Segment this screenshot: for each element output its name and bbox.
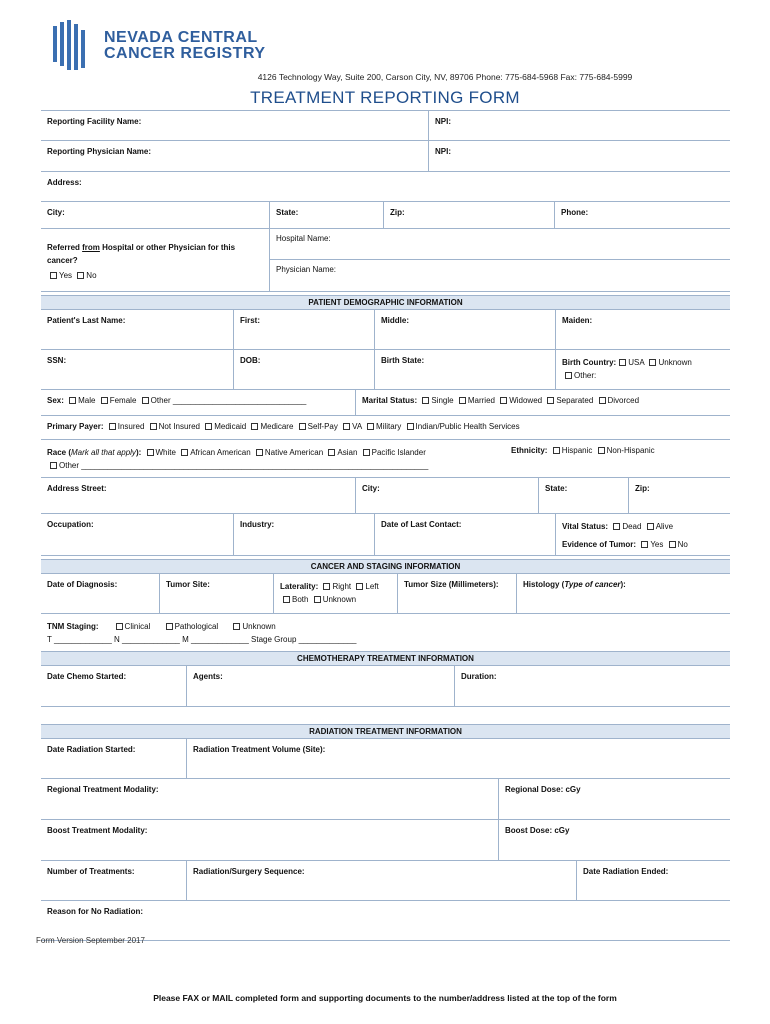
demographic-white-label: White — [155, 448, 176, 457]
referral-details — [269, 229, 730, 291]
hospital-name-field[interactable] — [270, 229, 730, 260]
checkbox[interactable] — [422, 397, 429, 404]
physician-field[interactable] — [270, 260, 730, 279]
checkbox[interactable] — [641, 541, 648, 548]
demographic-va-label: VA — [352, 422, 362, 431]
facility-state-label: State: — [276, 208, 299, 217]
checkbox[interactable] — [233, 623, 240, 630]
race-field[interactable]: Race (Mark all that apply): White African American Native American Asian Pacific Islander Other ______________________________________________________________________________ — [47, 448, 429, 470]
demographic-race-other-label: Other ______________________________________________________________________________ — [59, 461, 429, 470]
demographic-military-label: Military — [375, 422, 402, 431]
checkbox[interactable] — [613, 523, 620, 530]
checkbox[interactable] — [101, 397, 108, 404]
checkbox[interactable] — [314, 596, 321, 603]
demographic-indian-label: Indian/Public Health Services — [415, 422, 520, 431]
demographic-maiden-label: Maiden: — [562, 316, 593, 325]
demographic-african-label: African American — [190, 448, 251, 457]
ssn-field[interactable] — [41, 350, 233, 389]
checkbox[interactable] — [251, 423, 258, 430]
demographic-dob-label: DOB: — [240, 356, 261, 365]
demographic-marital-label: Marital Status: — [362, 396, 418, 405]
demographic-native-label: Native American — [264, 448, 324, 457]
facility-yes-label: Yes — [59, 271, 73, 280]
demographic-zip-label: Zip: — [635, 484, 650, 493]
facility-referred-post-label: Hospital or other Physician for this cancer? — [47, 243, 236, 265]
radiation-started-field[interactable] — [41, 739, 186, 778]
logo-bars-icon — [53, 20, 95, 72]
checkbox[interactable] — [142, 397, 149, 404]
sequence-field[interactable] — [186, 861, 576, 900]
radiation-number-label: Number of Treatments: — [47, 867, 135, 876]
occupation-field[interactable] — [41, 514, 233, 555]
demographic-medicare-label: Medicare — [260, 422, 294, 431]
facility-no-label: No — [86, 271, 97, 280]
demographic-no-label: No — [677, 540, 688, 549]
checkbox[interactable] — [647, 523, 654, 530]
industry-field[interactable] — [233, 514, 374, 555]
radiation-ended-label: Date Radiation Ended: — [583, 867, 669, 876]
checkbox[interactable] — [116, 623, 123, 630]
demographic-evidence-label: Evidence of Tumor: — [562, 540, 637, 549]
facility-npi1-label: NPI: — [435, 117, 451, 126]
facility-physician-label: Physician Name: — [276, 265, 337, 274]
demographic-last-name-label: Patient's Last Name: — [47, 316, 126, 325]
checkbox[interactable] — [553, 447, 560, 454]
demographic-widowed-label: Widowed — [509, 396, 543, 405]
demographic-selfpay-label: Self-Pay — [307, 422, 338, 431]
histology-field[interactable] — [516, 574, 730, 613]
radiation-boost-label: Boost Treatment Modality: — [47, 826, 148, 835]
checkbox[interactable] — [299, 423, 306, 430]
tumor-site-field[interactable] — [159, 574, 273, 613]
demographic-hispanic-label: Hispanic — [561, 446, 593, 455]
address-field[interactable] — [41, 172, 730, 201]
demographic-separated-label: Separated — [556, 396, 594, 405]
logo-text — [104, 30, 266, 62]
middle-name-field[interactable] — [374, 310, 555, 349]
diagnosis-date-field[interactable] — [41, 574, 159, 613]
birth-country-field[interactable] — [555, 350, 730, 389]
zip-field[interactable] — [383, 202, 554, 228]
tnm-staging-field[interactable] — [41, 614, 730, 649]
checkbox[interactable] — [598, 447, 605, 454]
demographic-sex-other-label: Other ______________________________ — [150, 396, 307, 405]
demographic-street-label: Address Street: — [47, 484, 107, 493]
checkbox[interactable] — [69, 397, 76, 404]
chemo-duration-label: Duration: — [461, 672, 497, 681]
checkbox[interactable] — [459, 397, 466, 404]
demographic-sex-label: Sex: — [47, 396, 64, 405]
facility-physician-name-label: Reporting Physician Name: — [47, 147, 152, 156]
cancer-site-label: Tumor Site: — [166, 580, 210, 589]
chemo-started-label: Date Chemo Started: — [47, 672, 127, 681]
patient-city-field[interactable] — [355, 478, 538, 513]
yes-checkbox[interactable] — [50, 272, 57, 279]
cancer-histology-pre-label: Histology ( — [523, 580, 565, 589]
phone-field[interactable] — [554, 202, 730, 228]
npi2-field[interactable] — [428, 141, 730, 171]
demographic-last-contact-label: Date of Last Contact: — [381, 520, 462, 529]
cancer-tnm-unknown-label: Unknown — [242, 622, 276, 631]
address-street-field[interactable] — [41, 478, 355, 513]
demographic-vital-label: Vital Status: — [562, 522, 609, 531]
checkbox[interactable] — [565, 372, 572, 379]
chemo-started-field[interactable] — [41, 666, 186, 706]
last-name-field[interactable] — [41, 310, 233, 349]
cancer-clinical-label: Clinical — [124, 622, 151, 631]
checkbox[interactable] — [356, 583, 363, 590]
patient-state-field[interactable] — [538, 478, 628, 513]
radiation-boost-dose-label: Boost Dose: cGy — [505, 826, 570, 835]
tumor-size-field[interactable] — [397, 574, 516, 613]
demographic-occupation-label: Occupation: — [47, 520, 94, 529]
logo-line2: CANCER REGISTRY — [104, 45, 266, 62]
checkbox[interactable] — [328, 449, 335, 456]
checkbox[interactable] — [367, 423, 374, 430]
demographic-middle-label: Middle: — [381, 316, 409, 325]
checkbox[interactable] — [147, 449, 154, 456]
facility-city-label: City: — [47, 208, 65, 217]
demographic-other-label: Other: — [574, 371, 597, 380]
cancer-unknown-label: Unknown — [322, 595, 357, 604]
no-checkbox[interactable] — [77, 272, 84, 279]
checkbox[interactable] — [205, 423, 212, 430]
radiation-sequence-label: Radiation/Surgery Sequence: — [193, 867, 305, 876]
npi1-field[interactable] — [428, 111, 730, 140]
facility-facility-name-label: Reporting Facility Name: — [47, 117, 142, 126]
demographic-non-hispanic-label: Non-Hispanic — [606, 446, 655, 455]
duration-field[interactable] — [454, 666, 730, 706]
facility-referred-pre-label: Referred — [47, 243, 83, 252]
no-radiation-reason-field[interactable] — [41, 901, 730, 940]
logo-line1: NEVADA CENTRAL — [104, 29, 258, 46]
birth-state-field[interactable] — [374, 350, 555, 389]
demographic-header: PATIENT DEMOGRAPHIC INFORMATION — [41, 295, 730, 310]
chemo-agents-label: Agents: — [193, 672, 223, 681]
state-field[interactable] — [269, 202, 383, 228]
physician-name-field[interactable] — [41, 141, 428, 171]
demographic-payer-label: Primary Payer: — [47, 422, 104, 431]
demographic-single-label: Single — [431, 396, 454, 405]
checkbox[interactable] — [547, 397, 554, 404]
vital-status-field[interactable] — [555, 514, 730, 555]
facility-name-field[interactable] — [41, 111, 428, 140]
demographic-birth-state-label: Birth State: — [381, 356, 425, 365]
demographic-pacific-label: Pacific Islander — [371, 448, 426, 457]
checkbox[interactable] — [166, 623, 173, 630]
demographic-state-label: State: — [545, 484, 568, 493]
demographic-unknown-label: Unknown — [658, 358, 692, 367]
cancer-histology-post-label: ): — [620, 580, 626, 589]
checkbox[interactable] — [50, 462, 57, 469]
demographic-yes-label: Yes — [650, 540, 664, 549]
referred-question — [41, 229, 269, 291]
checkbox[interactable] — [256, 449, 263, 456]
dob-field[interactable] — [233, 350, 374, 389]
checkbox[interactable] — [283, 596, 290, 603]
facility-zip-label: Zip: — [390, 208, 405, 217]
treatment-form — [41, 110, 730, 941]
ethnicity-field[interactable] — [505, 440, 730, 477]
boost-modality-field[interactable] — [41, 820, 498, 860]
demographic-race-label: Race — [47, 448, 67, 457]
demographic-female-label: Female — [109, 396, 137, 405]
demographic-race-note-label: Mark all that apply — [71, 448, 136, 457]
demographic-usa-label: USA — [628, 358, 645, 367]
chemo-header: CHEMOTHERAPY TREATMENT INFORMATION — [41, 651, 730, 666]
laterality-field[interactable] — [273, 574, 397, 613]
cancer-tnm-label: TNM Staging: — [47, 622, 99, 631]
checkbox[interactable] — [599, 397, 606, 404]
checkbox[interactable] — [407, 423, 414, 430]
facility-referred-from-label: from — [82, 243, 100, 252]
sex-field[interactable] — [41, 390, 355, 415]
checkbox[interactable] — [343, 423, 350, 430]
regional-dose-field[interactable] — [498, 779, 730, 819]
radiation-volume-field[interactable] — [186, 739, 730, 778]
checkbox[interactable] — [669, 541, 676, 548]
radiation-ended-field[interactable] — [576, 861, 730, 900]
form-version: Form Version September 2017 — [36, 936, 145, 945]
number-treatments-field[interactable] — [41, 861, 186, 900]
cancer-diagnosis-label: Date of Diagnosis: — [47, 580, 118, 589]
radiation-volume-label: Radiation Treatment Volume (Site): — [193, 745, 326, 754]
boost-dose-field[interactable] — [498, 820, 730, 860]
checkbox[interactable] — [649, 359, 656, 366]
demographic-ssn-label: SSN: — [47, 356, 67, 365]
agents-field[interactable] — [186, 666, 454, 706]
radiation-started-label: Date Radiation Started: — [47, 745, 136, 754]
cancer-pathological-label: Pathological — [174, 622, 219, 631]
demographic-insured-label: Insured — [117, 422, 145, 431]
checkbox[interactable] — [109, 423, 116, 430]
demographic-industry-label: Industry: — [240, 520, 275, 529]
radiation-regional-dose-label: Regional Dose: cGy — [505, 785, 581, 794]
last-contact-field[interactable] — [374, 514, 555, 555]
demographic-dead-label: Dead — [622, 522, 642, 531]
regional-modality-field[interactable] — [41, 779, 498, 819]
demographic-first-label: First: — [240, 316, 260, 325]
cancer-size-label: Tumor Size (Millimeters): — [404, 580, 499, 589]
checkbox[interactable] — [619, 359, 626, 366]
contact-line: 4126 Technology Way, Suite 200, Carson City, NV, 89706 Phone: 775-684-5968 Fax: 775-684-5999 — [257, 72, 633, 82]
cancer-both-label: Both — [292, 595, 309, 604]
demographic-divorced-label: Divorced — [607, 396, 640, 405]
first-name-field[interactable] — [233, 310, 374, 349]
page-title: TREATMENT REPORTING FORM — [250, 88, 520, 107]
demographic-medicaid-label: Medicaid — [214, 422, 247, 431]
demographic-not-insured-label: Not Insured — [158, 422, 200, 431]
facility-address-label: Address: — [47, 178, 82, 187]
radiation-reason-label: Reason for No Radiation: — [47, 907, 144, 916]
maiden-name-field[interactable] — [555, 310, 730, 349]
demographic-city-label: City: — [362, 484, 380, 493]
cancer-histology-it-label: Type of cancer — [564, 580, 621, 589]
demographic-birth-country-label: Birth Country: — [562, 358, 617, 367]
demographic-male-label: Male — [78, 396, 96, 405]
checkbox[interactable] — [500, 397, 507, 404]
facility-phone-label: Phone: — [561, 208, 589, 217]
cancer-header: CANCER AND STAGING INFORMATION — [41, 559, 730, 574]
checkbox[interactable] — [323, 583, 330, 590]
facility-npi2-label: NPI: — [435, 147, 451, 156]
patient-zip-field[interactable] — [628, 478, 730, 513]
demographic-asian-label: Asian — [337, 448, 358, 457]
cancer-laterality-label: Laterality: — [280, 582, 319, 591]
demographic-married-label: Married — [467, 396, 495, 405]
checkbox[interactable] — [150, 423, 157, 430]
primary-payer-field[interactable] — [41, 416, 730, 439]
city-field[interactable] — [41, 202, 269, 228]
radiation-header: RADIATION TREATMENT INFORMATION — [41, 724, 730, 739]
demographic-alive-label: Alive — [655, 522, 674, 531]
radiation-regional-label: Regional Treatment Modality: — [47, 785, 159, 794]
facility-hospital-name-label: Hospital Name: — [276, 234, 331, 243]
cancer-tnm-line-label: T _____________ N _____________ M _____________ Stage Group _____________ — [47, 635, 357, 644]
footer-note: Please FAX or MAIL completed form and supporting documents to the number/address listed at the top of the form — [153, 993, 617, 1003]
cancer-left-label: Left — [365, 582, 379, 591]
checkbox[interactable] — [363, 449, 370, 456]
cancer-right-label: Right — [332, 582, 352, 591]
checkbox[interactable] — [181, 449, 188, 456]
demographic-ethnicity-label: Ethnicity: — [511, 446, 548, 455]
marital-status-field[interactable] — [355, 390, 730, 415]
